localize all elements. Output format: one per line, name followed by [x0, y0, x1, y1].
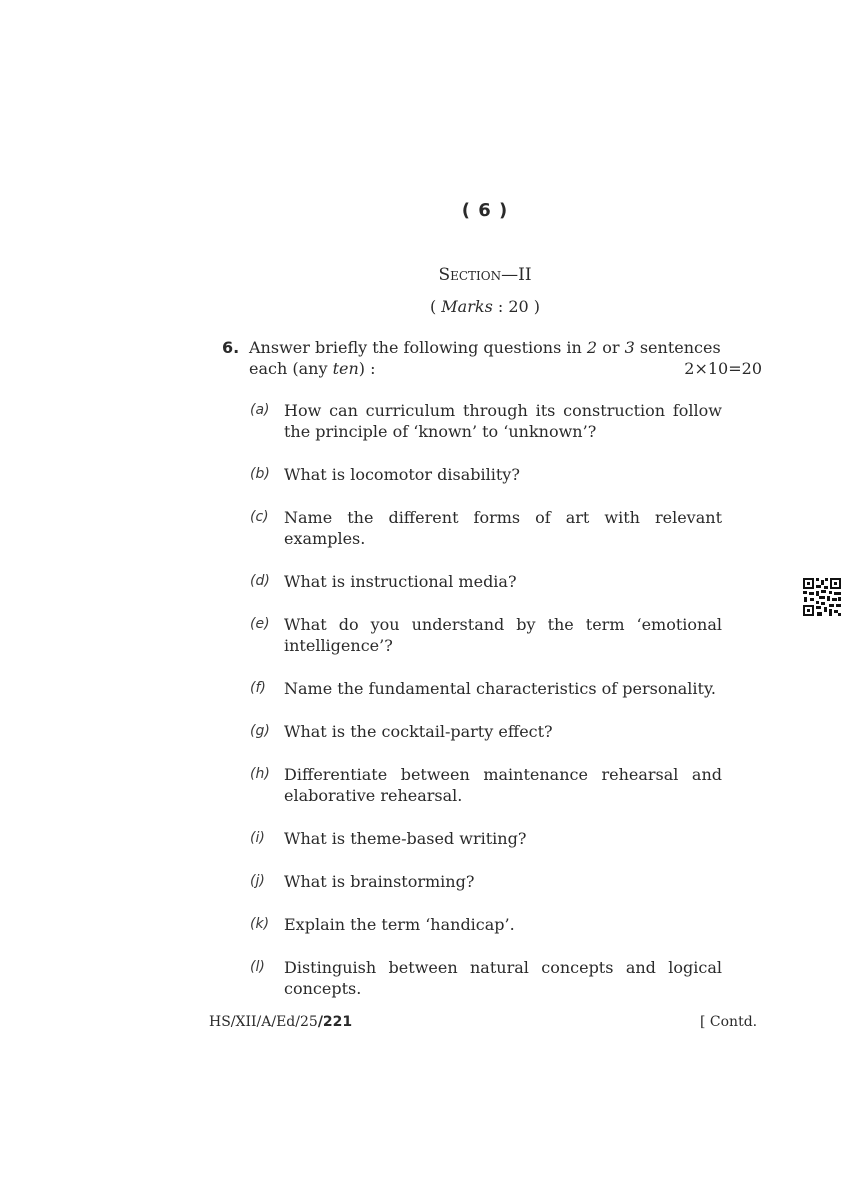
sub-question — [250, 828, 722, 849]
section-title — [0, 265, 853, 285]
sub-question-label: (g) — [250, 723, 270, 739]
sub-question-text: Differentiate between maintenance rehearsal and elaborative rehearsal. — [284, 765, 722, 805]
sub-question-text: What is brainstorming? — [284, 872, 475, 891]
sub-question-label: (e) — [250, 616, 270, 632]
sub-question-text: What is instructional media? — [284, 572, 517, 591]
qr-code-icon — [802, 577, 842, 617]
sub-question — [250, 678, 722, 699]
sub-question-label: (k) — [250, 916, 270, 932]
section-suffix: —II — [501, 265, 532, 285]
sub-question-text: Name the different forms of art with relevant examples. — [284, 508, 722, 548]
instruction-part: or — [597, 338, 625, 357]
sub-question-text: How can curriculum through its construction follow the principle of ‘known’ to ‘unknown’? — [284, 401, 722, 441]
sub-question-text: Name the fundamental characteristics of personality. — [284, 679, 716, 698]
continued-label: [ Contd. — [700, 1014, 758, 1030]
sub-question-label: (j) — [250, 873, 265, 889]
question-instruction — [249, 337, 762, 379]
marks-open: ( — [429, 297, 442, 316]
question-number: 6. — [222, 338, 240, 357]
instruction-part: ) : — [358, 359, 376, 378]
question-score: 2×10=20 — [684, 359, 762, 378]
sub-question-label: (h) — [250, 766, 270, 782]
sub-question — [250, 571, 722, 592]
paper-code — [209, 1014, 352, 1030]
sub-question-label: (i) — [250, 830, 265, 846]
sub-question-text: Distinguish between natural concepts and logical concepts. — [284, 958, 722, 998]
sub-question — [250, 464, 722, 485]
question-6 — [222, 337, 762, 379]
sub-question-label: (a) — [250, 402, 270, 418]
sub-question — [250, 764, 722, 806]
sub-question — [250, 614, 722, 656]
sub-question-text: What is the cocktail-party effect? — [284, 722, 553, 741]
page-number: ( 6 ) — [461, 200, 509, 221]
paper-code-number: /221 — [317, 1014, 353, 1030]
sub-question-label: (b) — [250, 466, 270, 482]
sub-question-label: (l) — [250, 959, 265, 975]
sub-question-text: Explain the term ‘handicap’. — [284, 915, 515, 934]
sub-question — [250, 400, 722, 442]
sub-question — [250, 914, 722, 935]
sub-question-list — [250, 400, 722, 1021]
instruction-num: 2 — [586, 338, 598, 357]
sub-question-text: What is locomotor disability? — [284, 465, 520, 484]
sub-question — [250, 871, 722, 892]
sub-question-label: (c) — [250, 509, 269, 525]
sub-question-text: What do you understand by the term ‘emotional intelligence’? — [284, 615, 722, 655]
section-marks — [0, 297, 853, 316]
sub-question — [250, 957, 722, 999]
sub-question-label: (f) — [250, 680, 266, 696]
sub-question — [250, 507, 722, 549]
paper-code-prefix: HS/XII/A/Ed/25 — [209, 1014, 318, 1030]
instruction-part: sentences each (any — [249, 338, 721, 378]
section-prefix: Section — [438, 265, 502, 285]
marks-value: : 20 ) — [492, 297, 541, 316]
instruction-any: ten — [332, 359, 359, 378]
marks-label: Marks — [441, 297, 493, 316]
instruction-num: 3 — [624, 338, 635, 357]
sub-question-label: (d) — [250, 573, 270, 589]
instruction-part: Answer briefly the following questions in — [249, 338, 587, 357]
sub-question-text: What is theme-based writing? — [284, 829, 527, 848]
sub-question — [250, 721, 722, 742]
